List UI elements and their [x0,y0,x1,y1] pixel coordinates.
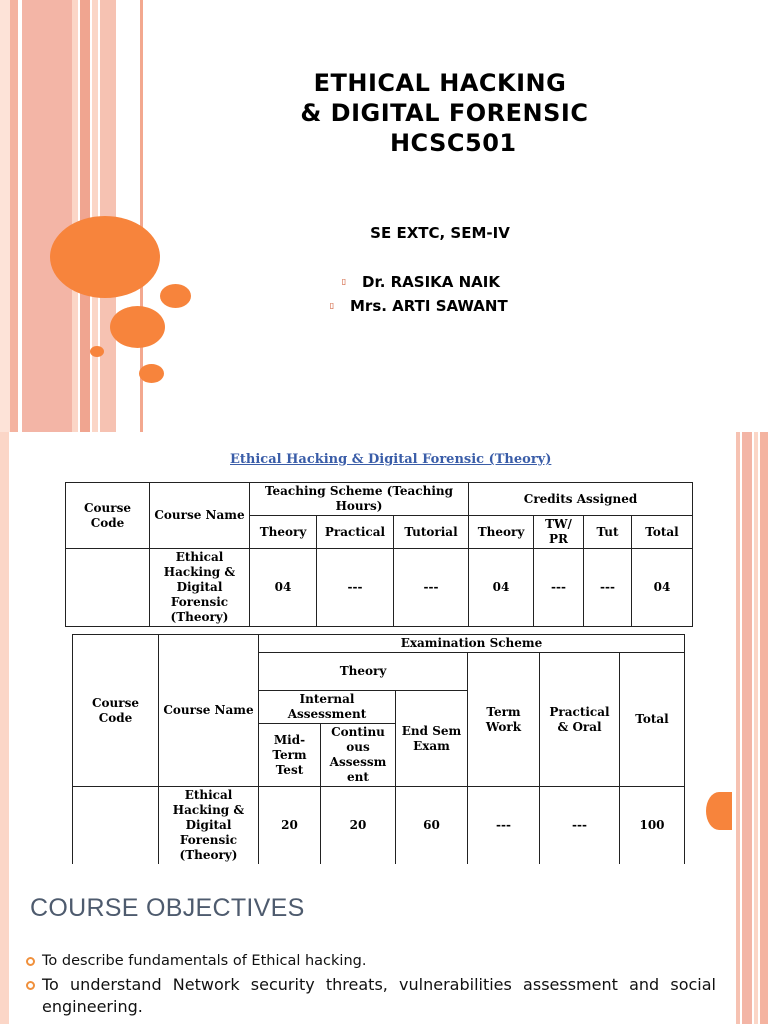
bullet-icon: ▯ [329,301,335,310]
list-item [26,950,716,972]
header-continuous-assessment: Continu ous Assessm ent [321,724,396,787]
decorative-circle-large [50,216,160,298]
objective-text: To describe fundamentals of Ethical hacking. [42,953,367,969]
section-title: COURSE OBJECTIVES [30,894,305,922]
header-internal-assessment: Internal Assessment [259,691,396,724]
cell-total-credits: 04 [632,549,693,627]
title-slide [0,0,768,432]
header-total: Total [620,653,685,787]
cell-course-code [73,787,159,865]
cell-mid-term: 20 [259,787,321,865]
header-theory: Theory [250,516,317,549]
cell-course-name: Ethical Hacking & Digital Forensic (Theory) [159,787,259,865]
decorative-stripes [0,0,150,432]
right-stripes [736,864,768,1024]
cell-term-work: --- [468,787,540,865]
header-course-code: Course Code [66,483,150,549]
cell-course-name: Ethical Hacking & Digital Forensic (Theory) [150,549,250,627]
author-name: Mrs. ARTI SAWANT [350,297,508,315]
header-practical: Practical [317,516,394,549]
header-credit-theory: Theory [469,516,534,549]
objective-text: To understand Network security threats, vulnerabilities assessment and social engineering. [42,975,716,1016]
table-title: Ethical Hacking & Digital Forensic (Theory) [230,452,552,467]
header-theory: Theory [259,653,468,691]
cell-theory-hours: 04 [250,549,317,627]
ring-bullet-icon [26,981,35,990]
cell-tut-credits: --- [584,549,632,627]
header-end-sem-exam: End Sem Exam [396,691,468,787]
header-total: Total [632,516,693,549]
header-tutorial: Tutorial [394,516,469,549]
author-list [329,270,508,318]
header-examination-scheme: Examination Scheme [259,635,685,653]
scheme-slide [0,432,768,864]
author-item [328,294,508,318]
bullet-icon: ▯ [341,277,347,286]
decorative-circle-tiny [90,346,104,357]
title-line-2: & DIGITAL FORENSIC [291,99,589,127]
header-tw-pr: TW/ PR [534,516,584,549]
cell-theory-credits: 04 [469,549,534,627]
left-stripe [0,864,9,1024]
slide-subtitle: SE EXTC, SEM-IV [370,224,510,242]
decorative-circle-small [160,284,191,308]
cell-tw-pr-credits: --- [534,549,584,627]
header-mid-term-test: Mid- Term Test [259,724,321,787]
header-tut: Tut [584,516,632,549]
cell-practical-hours: --- [317,549,394,627]
author-item [340,270,508,294]
header-course-name: Course Name [159,635,259,787]
header-course-name: Course Name [150,483,250,549]
left-stripe [0,432,9,864]
ring-bullet-icon [26,957,35,966]
header-teaching-scheme: Teaching Scheme (Teaching Hours) [250,483,469,516]
examination-scheme-table [72,634,685,864]
cell-course-code [66,549,150,627]
decorative-circle-medium [110,306,165,348]
author-name: Dr. RASIKA NAIK [362,273,500,291]
objectives-list [26,950,716,1020]
objectives-slide [0,864,768,1024]
header-credits-assigned: Credits Assigned [469,483,693,516]
teaching-scheme-table [65,482,693,627]
cell-end-sem: 60 [396,787,468,865]
title-line-3: HCSC501 [363,129,517,157]
right-stripes [736,432,768,864]
decorative-half-circle [706,792,732,830]
header-course-code: Course Code [73,635,159,787]
cell-total: 100 [620,787,685,865]
cell-practical-oral: --- [540,787,620,865]
title-line-1: ETHICAL HACKING [313,69,567,97]
list-item [26,974,716,1018]
header-term-work: Term Work [468,653,540,787]
slide-title [250,68,630,158]
cell-continuous: 20 [321,787,396,865]
decorative-circle-small-2 [139,364,164,383]
header-practical-oral: Practical & Oral [540,653,620,787]
cell-tutorial-hours: --- [394,549,469,627]
